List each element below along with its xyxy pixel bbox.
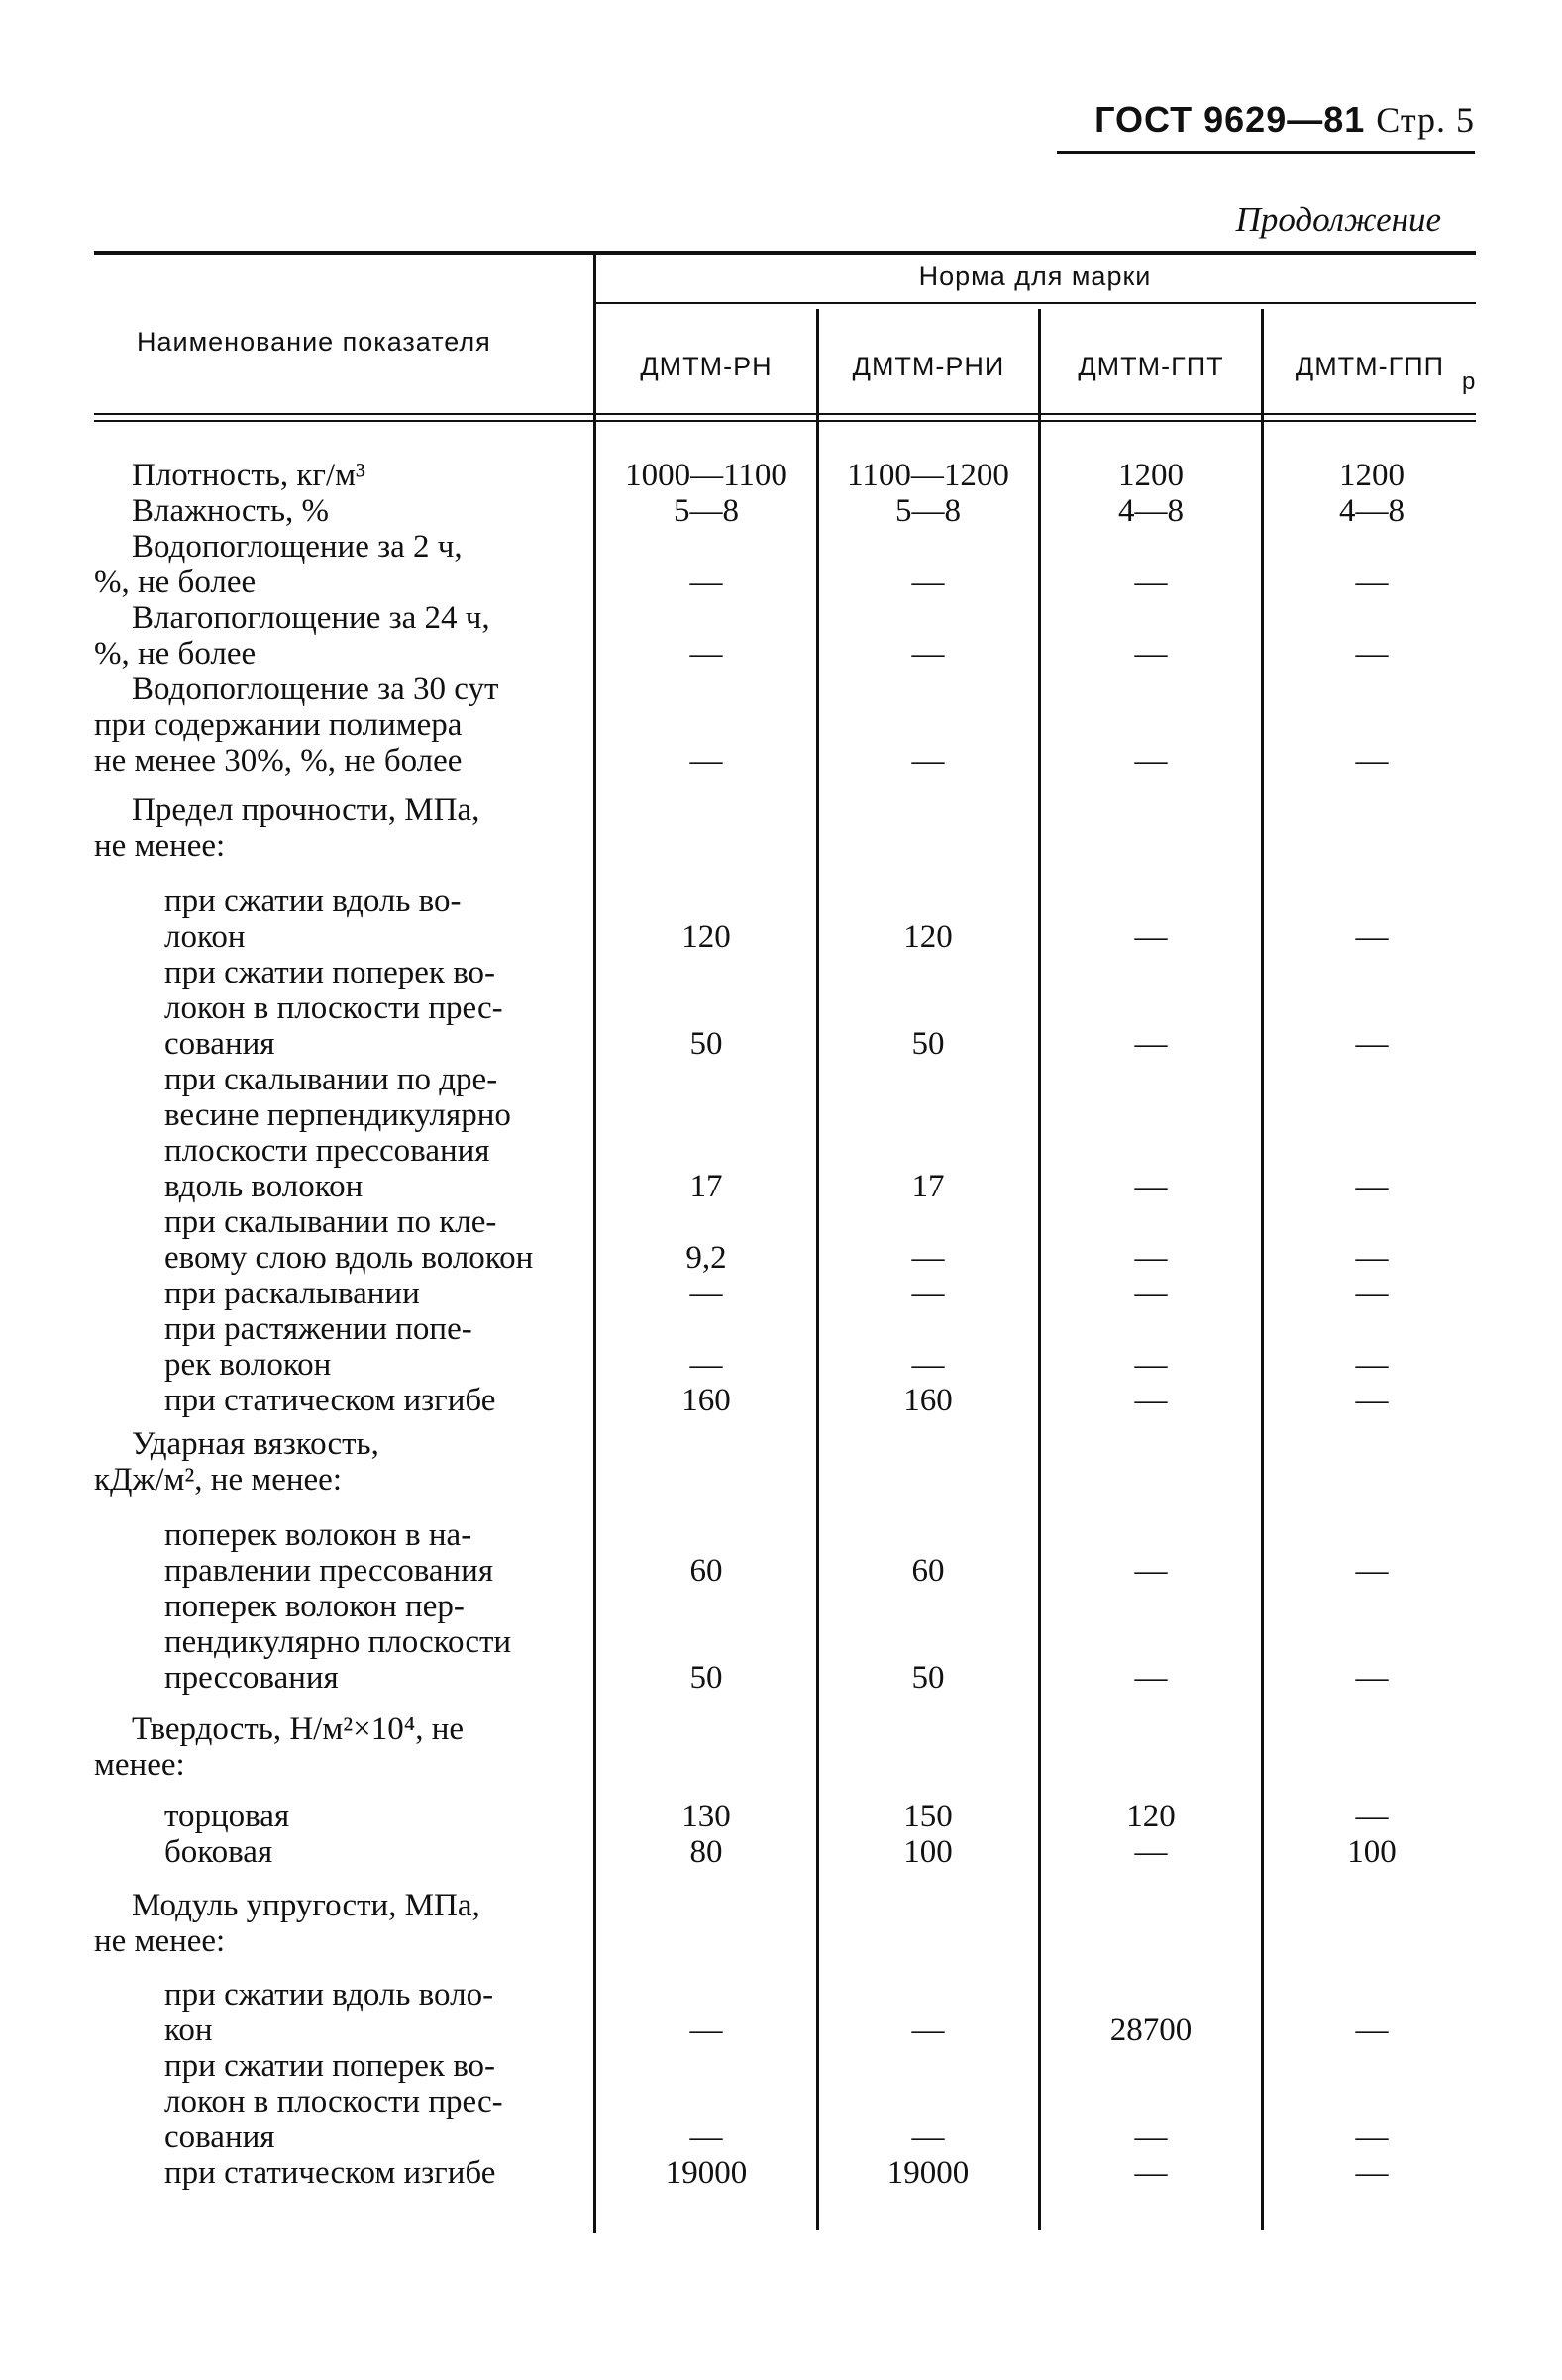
column-divider-3 (1038, 309, 1041, 2230)
row-label-line: локон (164, 919, 246, 955)
row-value: — (1134, 636, 1168, 672)
row-label-line: поперек волокон пер- (164, 1589, 465, 1624)
row-value: — (1134, 1347, 1168, 1383)
row-label-line: Твердость, Н/м²×10⁴, не (132, 1711, 465, 1747)
row-label-line: %, не более (94, 565, 257, 600)
row-label-line: при сжатии поперек во- (164, 2048, 496, 2084)
row-value: 5—8 (674, 493, 739, 529)
row-value: — (1355, 1383, 1389, 1418)
row-value: — (689, 1347, 723, 1383)
row-label-line: поперек волокон в на- (164, 1517, 472, 1553)
page-number: Стр. 5 (1376, 100, 1475, 140)
row-value: — (911, 636, 945, 672)
row-value: 150 (903, 1799, 953, 1834)
row-value: 4—8 (1118, 493, 1184, 529)
row-value: — (1134, 1383, 1168, 1418)
row-value: 19000 (665, 2155, 748, 2191)
row-value: — (689, 2013, 723, 2048)
row-value: 120 (903, 919, 953, 955)
row-value: 9,2 (685, 1240, 727, 1276)
row-label-line: торцовая (164, 1799, 290, 1834)
group-header-rule (594, 302, 1476, 304)
row-value: 50 (689, 1660, 723, 1696)
stray-mark: р (1462, 368, 1477, 395)
row-value: — (911, 2120, 945, 2155)
row-label-line: менее: (94, 1747, 185, 1783)
row-value: — (1134, 1276, 1168, 1311)
row-label-line: при скалывании по дре- (164, 1062, 498, 1097)
row-label-line: евому слою вдоль волокон (164, 1240, 534, 1276)
row-value: — (1355, 1276, 1389, 1311)
column-divider-2 (816, 309, 819, 2230)
column-divider-4 (1261, 309, 1264, 2230)
row-label-line: при скалывании по кле- (164, 1204, 497, 1240)
row-value: 1000—1100 (625, 458, 787, 493)
row-value: 19000 (886, 2155, 970, 2191)
row-value: — (1355, 636, 1389, 672)
header-bottom-rule (94, 413, 1476, 415)
row-value: — (1134, 1026, 1168, 1062)
row-label-line: Ударная вязкость, (132, 1426, 379, 1462)
row-value: — (1134, 1240, 1168, 1276)
row-value: 160 (903, 1383, 953, 1418)
row-label-line: при сжатии вдоль во- (164, 883, 462, 919)
row-value: — (1355, 1026, 1389, 1062)
row-value: — (1134, 2155, 1168, 2191)
row-value: — (1355, 1799, 1389, 1834)
row-value: — (911, 565, 945, 600)
row-label-line: Водопоглощение за 30 сут (132, 672, 499, 707)
row-label-line: не менее: (94, 1923, 226, 1959)
row-label-line: при растяжении попе- (164, 1311, 472, 1347)
row-value: 60 (911, 1553, 945, 1589)
row-value: 130 (681, 1799, 731, 1834)
row-value: — (1134, 1834, 1168, 1870)
row-label-line: плоскости прессования (164, 1133, 490, 1169)
row-value: — (1134, 919, 1168, 955)
row-value: — (1134, 2120, 1168, 2155)
row-value: — (911, 1347, 945, 1383)
header-rule (1057, 151, 1475, 154)
row-value: — (1355, 743, 1389, 778)
row-label-line: сования (164, 1026, 275, 1062)
row-label-line: локон в плоскости прес- (164, 2084, 503, 2120)
row-value: — (911, 2013, 945, 2048)
row-value: — (1355, 919, 1389, 955)
row-value: 120 (681, 919, 731, 955)
row-value: — (911, 743, 945, 778)
row-value: 60 (689, 1553, 723, 1589)
row-value: 160 (681, 1383, 731, 1418)
row-value: — (1355, 1240, 1389, 1276)
row-value: — (911, 1276, 945, 1311)
row-label-line: боковая (164, 1834, 273, 1870)
row-label-line: при содержании полимера (94, 707, 463, 743)
row-value: 1100—1200 (847, 458, 1009, 493)
row-value: — (1355, 1660, 1389, 1696)
standard-number: ГОСТ 9629—81 (1094, 99, 1366, 140)
row-value: — (689, 565, 723, 600)
row-value: — (689, 1276, 723, 1311)
row-label-line: Предел прочности, МПа, (132, 792, 480, 828)
table-top-rule (94, 251, 1476, 255)
column-header-dmtm-rn: ДМТМ-РН (640, 352, 773, 381)
name-column-header: Наименование показателя (137, 327, 491, 357)
column-header-dmtm-rni: ДМТМ-РНИ (852, 352, 1005, 381)
row-value: 1200 (1339, 458, 1405, 493)
row-value: — (1134, 1553, 1168, 1589)
row-value: 50 (911, 1660, 945, 1696)
row-value: 80 (689, 1834, 723, 1870)
row-label-line: Плотность, кг/м³ (132, 458, 365, 493)
row-value: — (1355, 1347, 1389, 1383)
row-label-line: при статическом изгибе (164, 1383, 496, 1418)
row-value: 17 (911, 1169, 945, 1204)
column-header-dmtm-gpt: ДМТМ-ГПТ (1078, 352, 1224, 381)
row-value: — (1355, 2120, 1389, 2155)
row-value: 4—8 (1339, 493, 1405, 529)
row-label-line: не менее: (94, 828, 226, 864)
row-label-line: Модуль упругости, МПа, (132, 1888, 480, 1923)
continuation-label: Продолжение (1235, 200, 1441, 239)
row-value: 17 (689, 1169, 723, 1204)
row-value: 28700 (1109, 2013, 1193, 2048)
column-divider-1 (593, 253, 596, 2233)
row-value: — (1134, 1169, 1168, 1204)
row-value: — (1134, 1660, 1168, 1696)
row-label-line: при сжатии вдоль воло- (164, 1977, 494, 2013)
row-value: — (1355, 1553, 1389, 1589)
row-label-line: прессования (164, 1660, 339, 1696)
row-value: 50 (911, 1026, 945, 1062)
row-label-line: рек волокон (164, 1347, 332, 1383)
row-value: — (689, 2120, 723, 2155)
row-label-line: кон (164, 2013, 213, 2048)
row-value: — (1355, 2013, 1389, 2048)
row-value: — (1134, 743, 1168, 778)
row-value: — (1355, 1169, 1389, 1204)
row-label-line: весине перпендикулярно (164, 1097, 511, 1133)
header-bottom-rule-2 (94, 420, 1476, 422)
row-label-line: при статическом изгибе (164, 2155, 496, 2191)
row-label-line: не менее 30%, %, не более (94, 743, 463, 778)
row-label-line: локон в плоскости прес- (164, 990, 503, 1026)
row-label-line: при сжатии поперек во- (164, 955, 496, 990)
row-value: — (1355, 2155, 1389, 2191)
row-label-line: Влагопоглощение за 24 ч, (132, 600, 490, 636)
row-value: — (1134, 565, 1168, 600)
page-header (1094, 99, 1475, 141)
row-value: — (689, 636, 723, 672)
row-label-line: вдоль волокон (164, 1169, 364, 1204)
row-value: — (911, 1240, 945, 1276)
column-header-dmtm-gpp: ДМТМ-ГПП (1295, 352, 1445, 381)
row-value: 50 (689, 1026, 723, 1062)
row-label-line: при раскалывании (164, 1276, 420, 1311)
row-label-line: Водопоглощение за 2 ч, (132, 529, 463, 565)
row-value: — (689, 743, 723, 778)
row-value: 120 (1126, 1799, 1176, 1834)
row-value: — (1355, 565, 1389, 600)
row-value: 100 (903, 1834, 953, 1870)
row-value: 100 (1347, 1834, 1397, 1870)
row-label-line: правлении прессования (164, 1553, 494, 1589)
row-value: 1200 (1118, 458, 1184, 493)
group-column-header: Норма для марки (918, 261, 1152, 291)
row-label-line: пендикулярно плоскости (164, 1624, 512, 1660)
row-value: 5—8 (895, 493, 961, 529)
row-label-line: %, не более (94, 636, 257, 672)
row-label-line: Влажность, % (132, 493, 330, 529)
row-label-line: сования (164, 2120, 275, 2155)
row-label-line: кДж/м², не менее: (94, 1462, 342, 1498)
